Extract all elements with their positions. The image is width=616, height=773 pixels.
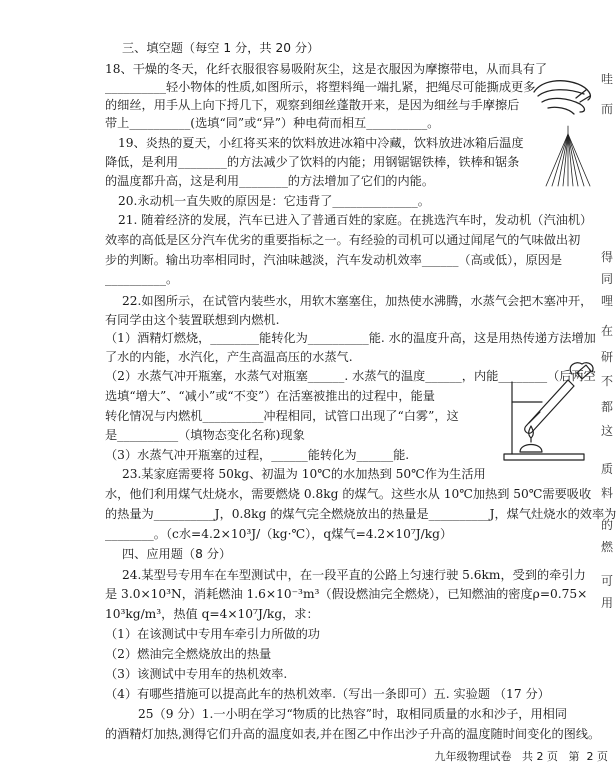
margin-char: 哩 [601, 294, 614, 308]
q24-line-6: （3）该测试中专用车的热机效率. [105, 667, 288, 681]
q18-line-1: 18、干燥的冬天，化纤衣服很容易吸附灰尘，这是衣服因为摩擦带电，从而具有了 [105, 62, 548, 76]
margin-char: 同 [601, 272, 614, 286]
margin-char: 在 [601, 324, 614, 338]
margin-char: 哇 [601, 72, 614, 86]
q24-line-4: （1）在该测试中专用车牵引力所做的功 [105, 627, 320, 641]
q22-line-9: （3）水蒸气冲开瓶塞的过程，______能转化为______能. [105, 448, 410, 462]
margin-char: 不 [601, 374, 614, 388]
margin-char: 研 [601, 350, 614, 364]
q24-line-7: （4）有哪些措施可以提高此车的热机效率.（写出一条即可）五. 实验题 （17 分） [105, 687, 550, 701]
margin-char: 都 [601, 400, 614, 414]
q22-line-1: 22.如图所示，在试管内装些水，用软木塞塞住，加热使水沸腾，水蒸气会把木塞冲开， [122, 294, 593, 308]
page-footer: 九年级物理试卷 共 2 页 第 2 页 [434, 750, 608, 763]
q19-line-3: 的温度都升高，这是利用________的方法增加了它们的内能。 [105, 174, 435, 188]
q22-line-7: 转化情况与内燃机__________冲程相同，试管口出现了“白雾”，这 [105, 409, 459, 423]
q22-line-5: （2）水蒸气冲开瓶塞，水蒸气对瓶塞______. 水蒸气的温度______，内能________（后两空 [105, 369, 596, 383]
margin-char: 料 [601, 486, 614, 500]
q25-line-2: 的酒精灯加热,测得它们升高的温度如表,并在图乙中作出沙子升高的温度随时间变化的图线。 [105, 727, 601, 741]
q24-line-2: 是 3.0×10³N，消耗燃油 1.6×10⁻³m³（假设燃油完全燃烧），已知燃油的密度ρ=0.75× [105, 587, 588, 601]
q22-line-2: 有同学由这个装置联想到内燃机. [105, 313, 280, 327]
q25-line-1: 25（9 分）1.一小明在学习“物质的比热容”时，取相同质量的水和沙子，用相同 [138, 707, 568, 721]
q24-line-3: 10³kg/m³，热值 q=4×10⁷J/kg，求： [105, 607, 319, 621]
q22-line-6: 选填“增大”、“减小”或“不变”）在活塞被推出的过程中，能量 [105, 389, 435, 403]
q23-line-4: ________。（c水=4.2×10³J/（kg·℃），q煤气=4.2×10⁷J/kg） [105, 527, 453, 541]
q19-line-1: 19、炎热的夏天，小红将买来的饮料放进冰箱中冷藏，饮料放进冰箱后温度 [118, 136, 524, 150]
q21-line-3: 步的判断。输出功率相同时，汽油味越淡，汽车发动机效率______（高或低），原因是 [105, 253, 563, 267]
section-3-title: 三、填空题（每空 1 分，共 20 分） [122, 41, 320, 55]
q24-line-1: 24.某型号专用车在车型测试中，在一段平直的公路上匀速行驶 5.6km，受到的牵引力 [122, 568, 586, 582]
margin-char: 而 [601, 102, 614, 116]
q21-line-4: __________。 [105, 272, 179, 286]
q21-line-2: 效率的高低是区分汽车优劣的重要指标之一。有经验的司机可以通过闻尾气的气味做出初 [105, 233, 581, 247]
q20-line: 20.永动机一直失败的原因是：它违背了______________。 [118, 194, 430, 208]
test-tube-apparatus-illustration [496, 360, 604, 464]
q18-line-2: __________轻小物体的性质,如图所示，将塑料绳一端扎紧，把绳尽可能撕成更多 [105, 80, 536, 94]
q23-line-3: 的热量为__________J，0.8kg 的煤气完全燃烧放出的热量是__________J，煤气灶烧水的效率为 [105, 507, 616, 521]
margin-char: 得 [601, 250, 614, 264]
q19-line-2: 降低，是利用________的方法减少了饮料的内能；用钢锯锯铁棒，铁棒和锯条 [105, 155, 520, 169]
q23-line-2: 水，他们利用煤气灶烧水，需要燃烧 0.8kg 的煤气。这些水从 10℃加热到 50℃需要吸收 [105, 487, 592, 501]
q18-line-3: 的细丝，用手从上向下捋几下，观察到细丝蓬散开来，是因为细丝与手摩擦后 [105, 98, 520, 112]
q21-line-1: 21. 随着经济的发展，汽车已进入了普通百姓的家庭。在挑选汽车时，发动机（汽油机） [118, 213, 593, 227]
hand-strands-illustration [528, 78, 600, 190]
q22-line-3: （1）酒精灯燃烧，________能转化为__________能. 水的温度升高，这是用热传递方法增加 [105, 331, 596, 345]
q22-line-4: 了水的内能，水汽化，产生高温高压的水蒸气. [105, 350, 353, 364]
margin-char: 可 [601, 574, 614, 588]
q22-line-8: 是__________（填物态变化名称)现象 [105, 428, 305, 442]
q23-line-1: 23.某家庭需要将 50kg、初温为 10℃的水加热到 50℃作为生活用 [122, 467, 486, 481]
margin-char: 质 [601, 462, 614, 476]
margin-char: 这 [601, 424, 614, 438]
margin-char: 燃 [601, 540, 614, 554]
q18-line-4: 带上__________(选填“同”或“异”）种电荷而相互__________。 [105, 116, 440, 130]
margin-char: 用 [601, 596, 614, 610]
section-4-title: 四、应用题（8 分） [122, 547, 232, 561]
q24-line-5: （2）燃油完全燃烧放出的热量 [105, 647, 272, 661]
margin-char: 的 [601, 518, 614, 532]
